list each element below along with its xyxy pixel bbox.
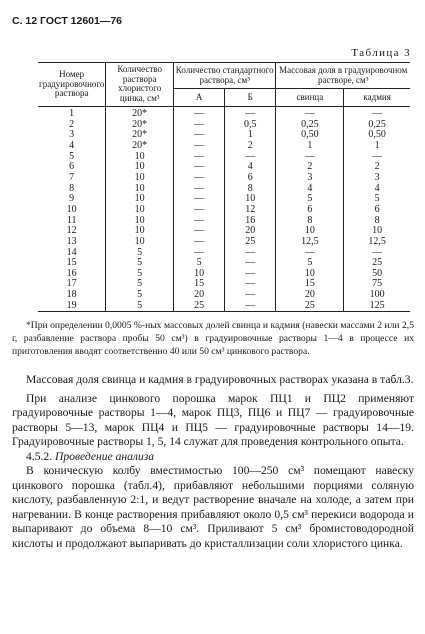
table-cell: 50 [344, 268, 410, 279]
table-cell: — [276, 151, 344, 162]
table-cell: 75 [344, 279, 410, 290]
table-cell: 20* [106, 120, 174, 131]
table-cell: 2 [344, 162, 410, 173]
table-cell: 8 [225, 183, 276, 194]
table-cell: 20* [106, 141, 174, 152]
table-cell: 2 [276, 162, 344, 173]
table-cell: 0,50 [344, 130, 410, 141]
table-row [38, 237, 410, 248]
table-body [38, 106, 410, 311]
table-cell: 20 [276, 290, 344, 301]
table-cell: — [225, 279, 276, 290]
table-cell: 4 [38, 141, 106, 152]
table-cell: 5 [276, 258, 344, 269]
table-cell: 10 [106, 205, 174, 216]
table-cell: 11 [38, 215, 106, 226]
table-cell: 3 [276, 173, 344, 184]
table-cell: 1 [276, 141, 344, 152]
calibration-table [38, 62, 410, 312]
table-cell: 2 [225, 141, 276, 152]
header-standard-solution: Количество стандартного раствора, см³ [174, 63, 276, 89]
table-cell: — [174, 205, 225, 216]
paragraph-mass-fraction: Массовая доля свинца и кадмия в градуировочных растворах указана в табл.3. [26, 373, 414, 386]
table-cell: 20 [174, 290, 225, 301]
header-mass-fraction: Массовая доля в градуировочном растворе, см³ [276, 63, 410, 89]
body-text [12, 373, 414, 551]
table-cell: 10 [106, 162, 174, 173]
table-cell: 5 [38, 151, 106, 162]
table-cell: 6 [276, 205, 344, 216]
table-cell: 12 [225, 205, 276, 216]
table-cell: 4 [344, 183, 410, 194]
table-cell: 25 [174, 300, 225, 311]
table-row [38, 247, 410, 258]
table-cell: 5 [106, 300, 174, 311]
table-cell: 4 [225, 162, 276, 173]
table-cell: 1 [344, 141, 410, 152]
table-row [38, 194, 410, 205]
table-row [38, 162, 410, 173]
table-cell: 10 [106, 173, 174, 184]
table-row [38, 268, 410, 279]
table-cell: 5 [174, 258, 225, 269]
table-cell: 15 [276, 279, 344, 290]
table-cell: 10 [344, 226, 410, 237]
table-cell: 20 [225, 226, 276, 237]
table-cell: 8 [276, 215, 344, 226]
table-cell: — [174, 247, 225, 258]
table-cell: 10 [106, 194, 174, 205]
table-cell: — [225, 106, 276, 119]
table-cell: 10 [106, 183, 174, 194]
table-cell: 10 [106, 215, 174, 226]
table-cell: — [225, 247, 276, 258]
section-title: Проведение анализа [54, 449, 155, 463]
table-cell: 12,5 [276, 237, 344, 248]
table-cell: 1 [38, 106, 106, 119]
table-cell: — [344, 106, 410, 119]
header-solution-no: Номер градуировочного раствора [38, 63, 106, 107]
table-cell: 20* [106, 106, 174, 119]
table-cell: — [174, 237, 225, 248]
table-row [38, 130, 410, 141]
table-cell: 10 [276, 268, 344, 279]
table-cell: — [174, 226, 225, 237]
table-cell: — [225, 151, 276, 162]
table-cell: — [174, 141, 225, 152]
section-heading [12, 450, 414, 465]
table-cell: 10 [276, 226, 344, 237]
table-cell: — [276, 106, 344, 119]
table-cell: 0,25 [276, 120, 344, 131]
table-row [38, 215, 410, 226]
table-row [38, 258, 410, 269]
table-cell: 5 [106, 279, 174, 290]
section-number: 4.5.2. [26, 449, 55, 463]
table-cell: 10 [106, 226, 174, 237]
table-cell: 12 [38, 226, 106, 237]
table-cell: — [174, 183, 225, 194]
table-cell: 1 [225, 130, 276, 141]
table-cell: 9 [38, 194, 106, 205]
table-cell: — [174, 194, 225, 205]
table-cell: 6 [38, 162, 106, 173]
table-cell: 3 [38, 130, 106, 141]
table-cell: 125 [344, 300, 410, 311]
table-cell: 100 [344, 290, 410, 301]
table-row [38, 205, 410, 216]
table-cell: 15 [38, 258, 106, 269]
table-row [38, 300, 410, 311]
table-row [38, 106, 410, 119]
header-col-a: А [174, 89, 225, 107]
table-cell: — [344, 151, 410, 162]
table-cell: — [174, 130, 225, 141]
table-cell: 5 [344, 194, 410, 205]
page-header: С. 12 ГОСТ 12601—76 [12, 15, 123, 27]
table-cell: 16 [225, 215, 276, 226]
table-cell: — [174, 162, 225, 173]
table-cell: — [174, 106, 225, 119]
table-cell: 25 [344, 258, 410, 269]
table-cell: 25 [225, 237, 276, 248]
table-cell: — [225, 258, 276, 269]
table-cell: 10 [225, 194, 276, 205]
table-cell: — [174, 215, 225, 226]
table-cell: 5 [106, 290, 174, 301]
table-cell: 2 [38, 120, 106, 131]
table-cell: 13 [38, 237, 106, 248]
table-cell: 19 [38, 300, 106, 311]
table-row [38, 120, 410, 131]
table-cell: 5 [276, 194, 344, 205]
table-cell: 20* [106, 130, 174, 141]
table-cell: 10 [106, 151, 174, 162]
table-cell: 10 [106, 237, 174, 248]
table-cell: 15 [174, 279, 225, 290]
table-row [38, 151, 410, 162]
header-col-cadmium: кадмия [344, 89, 410, 107]
table-cell: — [225, 300, 276, 311]
table-cell: 4 [276, 183, 344, 194]
table-cell: — [225, 268, 276, 279]
table-row [38, 173, 410, 184]
table-cell: 8 [38, 183, 106, 194]
table-cell: 7 [38, 173, 106, 184]
table-cell: — [174, 151, 225, 162]
paragraph-analysis-grades: При анализе цинкового порошка марок ПЦ1 и ПЦ2 применяют градуировочные растворы 1—4, марок ПЦ3, ПЦ6 и ПЦ7 — градуировочные растворы 5—13, марок ПЦ4 и ПЦ5 — градуировочные растворы 14—19. Градуировочные растворы 1, 5, 14 служат для проведения контрольного опыта. [12, 391, 414, 448]
header-zinc-chloride: Количество раствора хлористого цинка, см³ [106, 63, 174, 107]
table-cell: 16 [38, 268, 106, 279]
table-cell: 10 [38, 205, 106, 216]
table-row [38, 183, 410, 194]
table-cell: 12,5 [344, 237, 410, 248]
table-cell: 6 [344, 205, 410, 216]
table-cell: 5 [106, 258, 174, 269]
table-cell: 17 [38, 279, 106, 290]
header-col-b: Б [225, 89, 276, 107]
table-cell: 0,50 [276, 130, 344, 141]
table-cell: 6 [225, 173, 276, 184]
table-cell: 25 [276, 300, 344, 311]
table-row [38, 290, 410, 301]
table-cell: 14 [38, 247, 106, 258]
table-caption: Таблица 3 [351, 47, 411, 59]
table-footnote: *При определении 0,0005 %-ных массовых долей свинца и кадмия (навески массами 2 или 2,5 г, разбавление раствора пробы 50 см³) в градуировочные растворы 1—4 в процессе их приготовления вводят соответственно 40 или 50 см³ цинкового раствора. [12, 320, 414, 357]
table-cell: 0,25 [344, 120, 410, 131]
table-cell: 10 [174, 268, 225, 279]
table-cell: 0,5 [225, 120, 276, 131]
table-cell: — [174, 120, 225, 131]
table-cell: — [276, 247, 344, 258]
table-row [38, 279, 410, 290]
table-cell: 8 [344, 215, 410, 226]
table-row [38, 141, 410, 152]
table-row [38, 226, 410, 237]
paragraph-procedure: В коническую колбу вместимостью 100—250 см³ помещают навеску цинкового порошка (табл.4), прибавляют небольшими порциями соляную кислоту, разбавленную 2:1, и ведут растворение вначале на холоде, а затем при нагревании. В конце растворения прибавляют около 0,5 см³ перекиси водорода и выпаривают до объема 8—10 см³. Приливают 5 см³ бромистоводородной кислоты и продолжают выпаривать до кристаллизации соли хлористого цинка. [12, 464, 414, 550]
header-col-lead: свинца [276, 89, 344, 107]
table-cell: 5 [106, 247, 174, 258]
table-cell: — [174, 173, 225, 184]
table-cell: 18 [38, 290, 106, 301]
table-cell: — [344, 247, 410, 258]
table-cell: 3 [344, 173, 410, 184]
table-cell: 5 [106, 268, 174, 279]
table-cell: — [225, 290, 276, 301]
